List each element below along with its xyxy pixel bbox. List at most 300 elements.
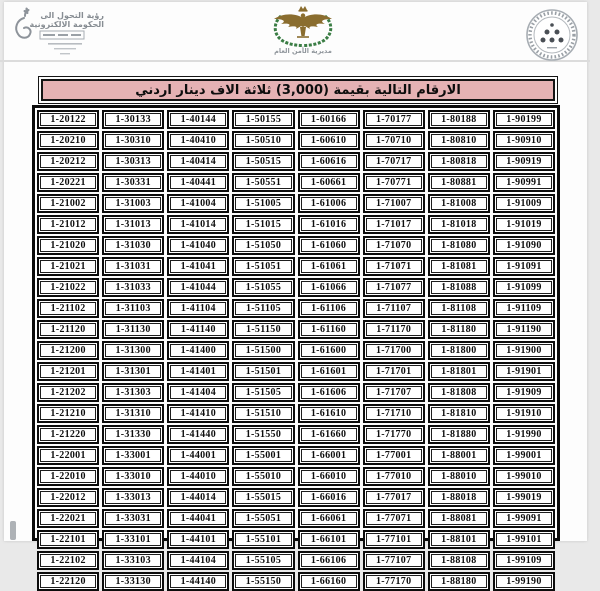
plate-number: 1-88010 bbox=[431, 470, 487, 483]
plate-number: 1-91009 bbox=[496, 197, 552, 210]
plate-number-cell bbox=[363, 236, 425, 255]
plate-number-cell bbox=[102, 278, 164, 297]
plate-number: 1-91910 bbox=[496, 407, 552, 420]
plate-number: 1-90199 bbox=[496, 113, 552, 126]
plate-number-cell bbox=[493, 299, 555, 318]
plate-number-cell bbox=[232, 236, 294, 255]
plate-number: 1-81800 bbox=[431, 344, 487, 357]
title-banner-text: الارقام التالية بقيمة (3,000) ثلاثة الاف دينار اردني bbox=[41, 79, 555, 101]
plate-number-cell bbox=[428, 278, 490, 297]
plate-number-cell bbox=[298, 467, 360, 486]
plate-number-cell bbox=[37, 488, 99, 507]
plate-number: 1-70717 bbox=[366, 155, 422, 168]
plate-number-cell bbox=[493, 320, 555, 339]
plate-number-cell bbox=[363, 215, 425, 234]
plate-number: 1-51500 bbox=[235, 344, 291, 357]
plate-number: 1-88108 bbox=[431, 554, 487, 567]
plate-number: 1-44104 bbox=[170, 554, 226, 567]
plate-number: 1-20221 bbox=[40, 176, 96, 189]
plate-number: 1-21102 bbox=[40, 302, 96, 315]
plate-number-cell bbox=[493, 383, 555, 402]
plate-number: 1-44101 bbox=[170, 533, 226, 546]
plate-number-cell bbox=[298, 152, 360, 171]
plate-number-cell bbox=[232, 173, 294, 192]
plate-number-cell bbox=[232, 194, 294, 213]
plate-number: 1-21202 bbox=[40, 386, 96, 399]
plate-number-cell bbox=[363, 341, 425, 360]
plate-number-cell bbox=[232, 215, 294, 234]
plate-number-cell bbox=[102, 257, 164, 276]
plate-number-cell bbox=[37, 509, 99, 528]
plate-number-cell bbox=[167, 467, 229, 486]
plate-number: 1-71710 bbox=[366, 407, 422, 420]
egov-logo-line1: رؤية التحول الى bbox=[40, 11, 104, 20]
plate-number: 1-90919 bbox=[496, 155, 552, 168]
plate-number: 1-22101 bbox=[40, 533, 96, 546]
plate-number-cell bbox=[428, 131, 490, 150]
plate-number-cell bbox=[428, 383, 490, 402]
plate-number-cell bbox=[167, 299, 229, 318]
round-stamp-icon bbox=[523, 7, 581, 65]
plate-number: 1-90991 bbox=[496, 176, 552, 189]
plate-number: 1-70710 bbox=[366, 134, 422, 147]
plate-number-cell bbox=[167, 236, 229, 255]
plate-number: 1-31303 bbox=[105, 386, 161, 399]
plate-number: 1-33103 bbox=[105, 554, 161, 567]
plate-number: 1-51051 bbox=[235, 260, 291, 273]
plate-number-cell bbox=[493, 425, 555, 444]
plate-number: 1-81180 bbox=[431, 323, 487, 336]
plate-number: 1-55105 bbox=[235, 554, 291, 567]
plate-number-cell bbox=[363, 299, 425, 318]
plate-number: 1-41410 bbox=[170, 407, 226, 420]
plate-number-cell bbox=[232, 278, 294, 297]
plate-number-cell bbox=[363, 467, 425, 486]
plate-number: 1-91090 bbox=[496, 239, 552, 252]
plate-number: 1-31003 bbox=[105, 197, 161, 210]
plate-number: 1-55001 bbox=[235, 449, 291, 462]
plate-number: 1-55051 bbox=[235, 512, 291, 525]
plate-number-cell bbox=[37, 278, 99, 297]
egov-logo-line2: الحكومة الالكترونية bbox=[29, 20, 104, 29]
plate-number-cell bbox=[428, 152, 490, 171]
plate-number: 1-41041 bbox=[170, 260, 226, 273]
emblem-caption: مديرية الأمن العام bbox=[274, 47, 332, 55]
plate-number-cell bbox=[298, 299, 360, 318]
plate-number: 1-31310 bbox=[105, 407, 161, 420]
plate-number-cell bbox=[428, 236, 490, 255]
plate-number: 1-91019 bbox=[496, 218, 552, 231]
plate-number: 1-71170 bbox=[366, 323, 422, 336]
plate-number-cell bbox=[232, 257, 294, 276]
plate-number-cell bbox=[493, 509, 555, 528]
plate-number: 1-41401 bbox=[170, 365, 226, 378]
eagle-wreath-crown-icon bbox=[261, 3, 345, 47]
plate-number-cell bbox=[363, 425, 425, 444]
plate-number: 1-44014 bbox=[170, 491, 226, 504]
plate-number: 1-21220 bbox=[40, 428, 96, 441]
plate-number: 1-91109 bbox=[496, 302, 552, 315]
plate-number-cell bbox=[232, 509, 294, 528]
plate-number-cell bbox=[298, 383, 360, 402]
plate-number: 1-22012 bbox=[40, 491, 96, 504]
official-round-seal bbox=[523, 7, 581, 65]
plate-number-cell bbox=[37, 425, 99, 444]
plate-number: 1-33101 bbox=[105, 533, 161, 546]
plate-number-cell bbox=[298, 425, 360, 444]
plate-number: 1-71700 bbox=[366, 344, 422, 357]
plate-number-cell bbox=[428, 404, 490, 423]
plate-number-cell bbox=[232, 404, 294, 423]
plate-number: 1-21201 bbox=[40, 365, 96, 378]
plate-number-cell bbox=[167, 572, 229, 591]
plate-number-cell bbox=[493, 551, 555, 570]
plate-number: 1-31013 bbox=[105, 218, 161, 231]
plate-number-cell bbox=[232, 320, 294, 339]
plate-number-cell bbox=[363, 488, 425, 507]
plate-number: 1-31330 bbox=[105, 428, 161, 441]
plate-number: 1-31301 bbox=[105, 365, 161, 378]
plate-number: 1-61606 bbox=[301, 386, 357, 399]
plate-number-cell bbox=[428, 362, 490, 381]
plate-number: 1-51005 bbox=[235, 197, 291, 210]
plate-number-cell bbox=[363, 110, 425, 129]
plate-number: 1-66061 bbox=[301, 512, 357, 525]
plate-number: 1-61061 bbox=[301, 260, 357, 273]
plate-number: 1-41104 bbox=[170, 302, 226, 315]
plate-number: 1-77101 bbox=[366, 533, 422, 546]
plate-number: 1-21210 bbox=[40, 407, 96, 420]
plate-number: 1-30310 bbox=[105, 134, 161, 147]
plate-number-cell bbox=[428, 551, 490, 570]
plate-number-cell bbox=[363, 152, 425, 171]
plate-number-cell bbox=[363, 257, 425, 276]
plate-number-cell bbox=[232, 446, 294, 465]
plate-number: 1-22021 bbox=[40, 512, 96, 525]
plate-number: 1-21200 bbox=[40, 344, 96, 357]
plate-number: 1-33031 bbox=[105, 512, 161, 525]
plate-number: 1-44010 bbox=[170, 470, 226, 483]
plate-number-cell bbox=[232, 110, 294, 129]
plate-number: 1-30331 bbox=[105, 176, 161, 189]
plate-number-cell bbox=[102, 320, 164, 339]
plate-number-cell bbox=[102, 152, 164, 171]
plate-number-cell bbox=[428, 530, 490, 549]
plate-number: 1-70177 bbox=[366, 113, 422, 126]
plate-number-cell bbox=[102, 173, 164, 192]
plate-number: 1-40414 bbox=[170, 155, 226, 168]
plate-number-cell bbox=[428, 257, 490, 276]
plate-number-cell bbox=[493, 215, 555, 234]
plate-number: 1-50155 bbox=[235, 113, 291, 126]
plate-number-cell bbox=[102, 341, 164, 360]
plate-number-cell bbox=[37, 467, 99, 486]
plate-number-cell bbox=[363, 509, 425, 528]
plate-number-cell bbox=[102, 131, 164, 150]
plate-number: 1-71770 bbox=[366, 428, 422, 441]
plate-number: 1-51550 bbox=[235, 428, 291, 441]
plate-number-cell bbox=[232, 488, 294, 507]
plate-number: 1-41014 bbox=[170, 218, 226, 231]
plate-number: 1-90910 bbox=[496, 134, 552, 147]
plate-number: 1-81880 bbox=[431, 428, 487, 441]
plate-number-cell bbox=[102, 362, 164, 381]
plate-number: 1-33001 bbox=[105, 449, 161, 462]
plate-number-cell bbox=[167, 110, 229, 129]
plate-number-cell bbox=[167, 320, 229, 339]
plate-number-cell bbox=[232, 530, 294, 549]
plate-number: 1-91190 bbox=[496, 323, 552, 336]
plate-number-cell bbox=[37, 152, 99, 171]
plate-number-cell bbox=[167, 425, 229, 444]
plate-number: 1-31030 bbox=[105, 239, 161, 252]
plate-number: 1-60616 bbox=[301, 155, 357, 168]
plate-number-cell bbox=[167, 551, 229, 570]
plate-number: 1-81108 bbox=[431, 302, 487, 315]
plate-number-cell bbox=[167, 152, 229, 171]
plate-number-cell bbox=[102, 446, 164, 465]
plate-number-cell bbox=[37, 215, 99, 234]
plate-number-cell bbox=[298, 110, 360, 129]
plate-number-cell bbox=[493, 362, 555, 381]
plate-number-cell bbox=[167, 194, 229, 213]
plate-number: 1-44041 bbox=[170, 512, 226, 525]
plate-number: 1-80810 bbox=[431, 134, 487, 147]
plate-number-cell bbox=[167, 341, 229, 360]
plate-number-cell bbox=[298, 278, 360, 297]
plate-number-cell bbox=[37, 446, 99, 465]
plate-number-cell bbox=[102, 551, 164, 570]
plate-number-cell bbox=[37, 404, 99, 423]
plate-number: 1-66010 bbox=[301, 470, 357, 483]
plate-number: 1-99010 bbox=[496, 470, 552, 483]
plate-number-cell bbox=[493, 530, 555, 549]
plate-number-cell bbox=[428, 215, 490, 234]
plate-number-cell bbox=[428, 299, 490, 318]
plate-number-cell bbox=[232, 152, 294, 171]
plate-number-cell bbox=[298, 446, 360, 465]
plate-number-cell bbox=[428, 425, 490, 444]
plate-number: 1-41004 bbox=[170, 197, 226, 210]
plate-number: 1-51055 bbox=[235, 281, 291, 294]
plate-number-cell bbox=[102, 467, 164, 486]
plate-number: 1-77017 bbox=[366, 491, 422, 504]
plate-number: 1-61601 bbox=[301, 365, 357, 378]
plate-number-cell bbox=[428, 341, 490, 360]
plate-number: 1-20212 bbox=[40, 155, 96, 168]
plate-number-cell bbox=[428, 509, 490, 528]
plate-number: 1-71707 bbox=[366, 386, 422, 399]
plate-number-cell bbox=[428, 173, 490, 192]
plate-number-cell bbox=[493, 488, 555, 507]
plate-number: 1-55150 bbox=[235, 575, 291, 588]
plate-number: 1-81008 bbox=[431, 197, 487, 210]
plate-number: 1-61106 bbox=[301, 302, 357, 315]
plate-number: 1-41040 bbox=[170, 239, 226, 252]
plate-number: 1-31033 bbox=[105, 281, 161, 294]
plate-number-cell bbox=[363, 131, 425, 150]
plate-number-cell bbox=[102, 530, 164, 549]
plate-number: 1-21020 bbox=[40, 239, 96, 252]
plate-number: 1-60166 bbox=[301, 113, 357, 126]
plate-number: 1-31130 bbox=[105, 323, 161, 336]
plate-number: 1-81808 bbox=[431, 386, 487, 399]
plate-number-cell bbox=[232, 299, 294, 318]
plate-number-cell bbox=[493, 110, 555, 129]
plate-number: 1-55010 bbox=[235, 470, 291, 483]
plate-number: 1-33013 bbox=[105, 491, 161, 504]
plate-number: 1-41400 bbox=[170, 344, 226, 357]
plate-number: 1-61066 bbox=[301, 281, 357, 294]
plate-number-cell bbox=[493, 131, 555, 150]
plate-number-cell bbox=[428, 488, 490, 507]
plate-number: 1-21002 bbox=[40, 197, 96, 210]
plate-number: 1-70771 bbox=[366, 176, 422, 189]
plate-number: 1-71077 bbox=[366, 281, 422, 294]
plate-number: 1-40144 bbox=[170, 113, 226, 126]
plate-number-cell bbox=[298, 488, 360, 507]
plate-number: 1-80881 bbox=[431, 176, 487, 189]
plate-number-cell bbox=[298, 194, 360, 213]
plate-number-cell bbox=[37, 572, 99, 591]
plate-number: 1-71007 bbox=[366, 197, 422, 210]
plate-number: 1-71017 bbox=[366, 218, 422, 231]
plate-number: 1-88101 bbox=[431, 533, 487, 546]
plate-number: 1-88081 bbox=[431, 512, 487, 525]
plate-number-cell bbox=[102, 383, 164, 402]
plate-number-cell bbox=[363, 530, 425, 549]
plate-number: 1-33010 bbox=[105, 470, 161, 483]
plate-number: 1-31300 bbox=[105, 344, 161, 357]
plate-number: 1-33130 bbox=[105, 575, 161, 588]
plate-number-cell bbox=[232, 341, 294, 360]
plate-number-cell bbox=[102, 509, 164, 528]
plate-number: 1-50551 bbox=[235, 176, 291, 189]
plate-number-cell bbox=[37, 551, 99, 570]
plate-number: 1-51150 bbox=[235, 323, 291, 336]
plate-number: 1-77010 bbox=[366, 470, 422, 483]
plate-number-cell bbox=[363, 173, 425, 192]
plate-number: 1-77071 bbox=[366, 512, 422, 525]
plate-number: 1-81080 bbox=[431, 239, 487, 252]
plate-number-cell bbox=[37, 341, 99, 360]
plate-number: 1-30133 bbox=[105, 113, 161, 126]
plate-number: 1-44001 bbox=[170, 449, 226, 462]
plate-number-cell bbox=[102, 425, 164, 444]
plate-number-cell bbox=[298, 320, 360, 339]
plate-number: 1-81088 bbox=[431, 281, 487, 294]
plate-number-cell bbox=[298, 173, 360, 192]
plate-number: 1-41404 bbox=[170, 386, 226, 399]
plate-number: 1-99109 bbox=[496, 554, 552, 567]
plate-number: 1-51015 bbox=[235, 218, 291, 231]
plate-number-cell bbox=[363, 320, 425, 339]
plate-number: 1-99001 bbox=[496, 449, 552, 462]
plate-number-cell bbox=[167, 131, 229, 150]
plate-number: 1-22001 bbox=[40, 449, 96, 462]
plate-number-cell bbox=[493, 404, 555, 423]
plate-number: 1-99101 bbox=[496, 533, 552, 546]
plate-number: 1-81018 bbox=[431, 218, 487, 231]
plate-number: 1-50510 bbox=[235, 134, 291, 147]
plate-number-cell bbox=[37, 362, 99, 381]
plate-number: 1-81081 bbox=[431, 260, 487, 273]
plate-number: 1-61016 bbox=[301, 218, 357, 231]
plate-number-cell bbox=[167, 509, 229, 528]
scan-artifact bbox=[10, 521, 16, 540]
plate-number-cell bbox=[232, 551, 294, 570]
plate-number: 1-51501 bbox=[235, 365, 291, 378]
plate-number: 1-22102 bbox=[40, 554, 96, 567]
plate-number-cell bbox=[363, 278, 425, 297]
plate-number-cell bbox=[167, 383, 229, 402]
plate-number-cell bbox=[428, 467, 490, 486]
plate-number: 1-41044 bbox=[170, 281, 226, 294]
plate-number-cell bbox=[298, 572, 360, 591]
plate-number: 1-61610 bbox=[301, 407, 357, 420]
plate-number: 1-40410 bbox=[170, 134, 226, 147]
plate-number: 1-88001 bbox=[431, 449, 487, 462]
plate-number-cell bbox=[298, 404, 360, 423]
plate-number-cell bbox=[493, 152, 555, 171]
plate-number: 1-99019 bbox=[496, 491, 552, 504]
plate-number-cell bbox=[102, 488, 164, 507]
plate-number-cell bbox=[167, 215, 229, 234]
plate-number: 1-61660 bbox=[301, 428, 357, 441]
plate-number: 1-71107 bbox=[366, 302, 422, 315]
title-banner bbox=[38, 76, 558, 104]
plate-number: 1-88018 bbox=[431, 491, 487, 504]
plate-number-cell bbox=[493, 341, 555, 360]
plate-number-cell bbox=[493, 236, 555, 255]
plate-number-cell bbox=[493, 446, 555, 465]
plate-number-cell bbox=[232, 467, 294, 486]
plate-number-cell bbox=[37, 173, 99, 192]
plate-number: 1-22120 bbox=[40, 575, 96, 588]
plate-number: 1-66106 bbox=[301, 554, 357, 567]
plate-number: 1-88180 bbox=[431, 575, 487, 588]
plate-number: 1-80188 bbox=[431, 113, 487, 126]
plate-number-cell bbox=[363, 572, 425, 591]
plate-number-cell bbox=[298, 341, 360, 360]
plate-number: 1-66160 bbox=[301, 575, 357, 588]
plate-number: 1-61160 bbox=[301, 323, 357, 336]
plate-number: 1-60610 bbox=[301, 134, 357, 147]
plate-number-cell bbox=[167, 173, 229, 192]
plate-number-cell bbox=[493, 173, 555, 192]
plate-number: 1-51510 bbox=[235, 407, 291, 420]
plate-number-cell bbox=[298, 509, 360, 528]
plate-number: 1-60661 bbox=[301, 176, 357, 189]
plate-number: 1-77001 bbox=[366, 449, 422, 462]
plate-number-cell bbox=[232, 383, 294, 402]
plate-numbers-grid bbox=[37, 110, 555, 587]
plate-number: 1-51105 bbox=[235, 302, 291, 315]
plate-number-cell bbox=[232, 425, 294, 444]
plate-number: 1-81810 bbox=[431, 407, 487, 420]
plate-number-cell bbox=[102, 110, 164, 129]
plate-number-cell bbox=[232, 572, 294, 591]
plate-number-cell bbox=[298, 236, 360, 255]
plate-number-cell bbox=[102, 215, 164, 234]
plate-number: 1-41140 bbox=[170, 323, 226, 336]
plate-number-cell bbox=[428, 110, 490, 129]
plate-number: 1-61600 bbox=[301, 344, 357, 357]
plate-number-cell bbox=[428, 446, 490, 465]
plate-number-cell bbox=[37, 110, 99, 129]
plate-number-cell bbox=[298, 362, 360, 381]
plate-number: 1-66016 bbox=[301, 491, 357, 504]
